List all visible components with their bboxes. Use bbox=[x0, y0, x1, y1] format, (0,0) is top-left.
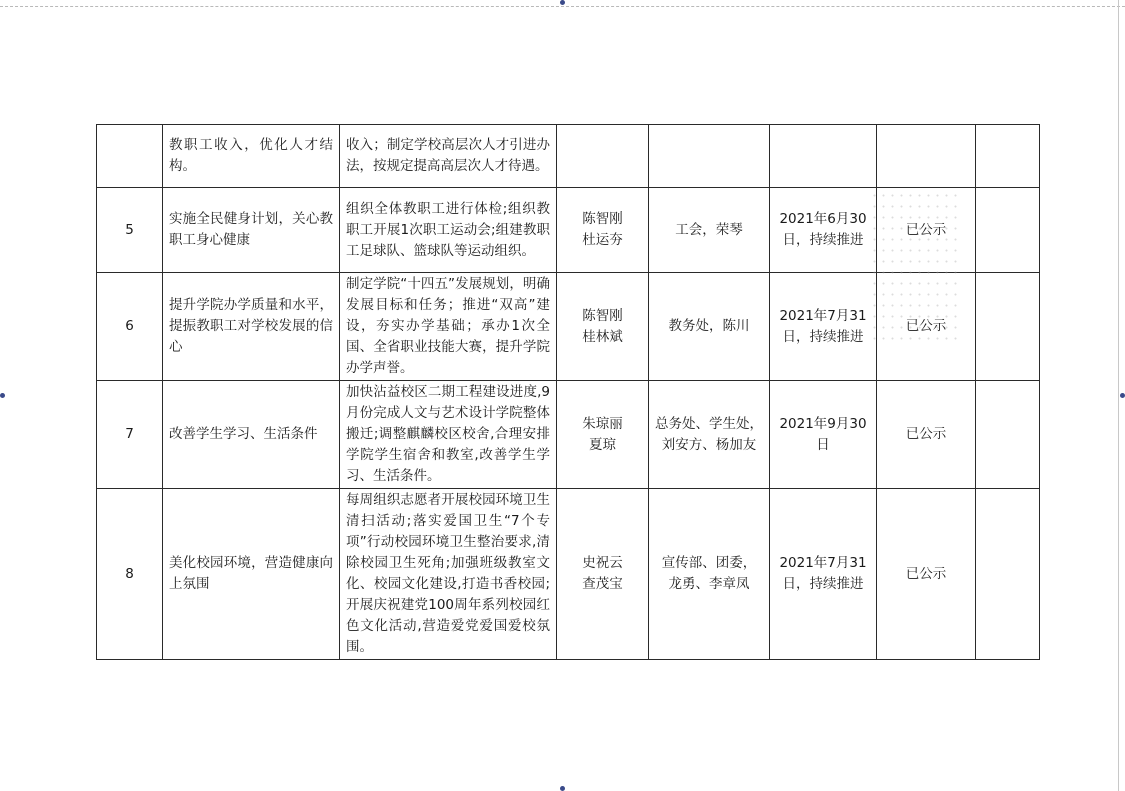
lead-name: 史祝云 bbox=[582, 555, 623, 571]
table-row bbox=[97, 381, 1040, 489]
task-status bbox=[877, 125, 976, 188]
task-note bbox=[976, 125, 1040, 188]
dept-line: 刘安方、杨加友 bbox=[661, 436, 757, 453]
task-note bbox=[976, 188, 1040, 273]
task-note bbox=[976, 273, 1040, 381]
task-plan: 每周组织志愿者开展校园环境卫生清扫活动;落实爱国卫生“7个专项”行动校园环境卫生整治要求,清除校园卫生死角;加强班级教室文化、校园文化建设,打造书香校园;开展庆祝建党100周年系列校园红色文化活动,营造爱党爱国爱校氛围。 bbox=[340, 489, 557, 660]
lead-name: 陈智刚 bbox=[582, 211, 623, 227]
task-dept bbox=[649, 273, 770, 381]
dept-line: 工会，荣琴 bbox=[675, 221, 743, 238]
task-time: 2021年9月30日 bbox=[770, 381, 877, 489]
task-plan: 组织全体教职工进行体检;组织教职工开展1次职工运动会;组建教职工足球队、篮球队等运动组织。 bbox=[340, 188, 557, 273]
table-row bbox=[97, 125, 1040, 188]
task-note bbox=[976, 381, 1040, 489]
task-dept bbox=[649, 125, 770, 188]
lead-name: 杜运夯 bbox=[582, 232, 623, 248]
task-dept bbox=[649, 381, 770, 489]
task-time: 2021年7月31日，持续推进 bbox=[770, 273, 877, 381]
task-lead bbox=[557, 188, 649, 273]
scan-marker-right bbox=[1120, 393, 1125, 398]
dept-line: 教务处，陈川 bbox=[668, 318, 750, 334]
task-plan: 制定学院“十四五”发展规划，明确发展目标和任务；推进“双高”建设，夯实办学基础；承办1次全国、全省职业技能大赛，提升学院办学声誉。 bbox=[340, 273, 557, 381]
task-lead bbox=[557, 381, 649, 489]
row-number bbox=[97, 125, 163, 188]
scan-right-edge bbox=[1118, 0, 1119, 791]
table-row bbox=[97, 489, 1040, 660]
task-time bbox=[770, 125, 877, 188]
faded-stamp-mark bbox=[870, 190, 960, 340]
scan-marker-bottom bbox=[560, 786, 565, 791]
task-content: 改善学生学习、生活条件 bbox=[163, 381, 340, 489]
row-number: 8 bbox=[97, 489, 163, 660]
task-dept bbox=[649, 188, 770, 273]
lead-name: 桂林斌 bbox=[582, 328, 623, 345]
dept-line: 宣传部、团委， bbox=[661, 555, 757, 571]
row-number: 5 bbox=[97, 188, 163, 273]
task-dept bbox=[649, 489, 770, 660]
lead-name: 陈智刚 bbox=[582, 307, 623, 324]
task-note bbox=[976, 489, 1040, 660]
lead-name: 夏琼 bbox=[589, 436, 616, 453]
scan-marker-left bbox=[0, 393, 5, 398]
row-number: 6 bbox=[97, 273, 163, 381]
dept-line: 总务处、学生处， bbox=[655, 415, 763, 432]
task-time: 2021年7月31日，持续推进 bbox=[770, 489, 877, 660]
task-lead bbox=[557, 489, 649, 660]
task-content: 提升学院办学质量和水平，提振教职工对学校发展的信心 bbox=[163, 273, 340, 381]
lead-name: 查茂宝 bbox=[582, 576, 623, 592]
task-content: 美化校园环境，营造健康向上氛围 bbox=[163, 489, 340, 660]
task-plan: 收入；制定学校高层次人才引进办法，按规定提高高层次人才待遇。 bbox=[340, 125, 557, 188]
dept-line: 龙勇、李章凤 bbox=[668, 576, 750, 592]
task-time: 2021年6月30日，持续推进 bbox=[770, 188, 877, 273]
task-content: 教职工收入，优化人才结构。 bbox=[163, 125, 340, 188]
task-content: 实施全民健身计划，关心教职工身心健康 bbox=[163, 188, 340, 273]
task-status: 已公示 bbox=[877, 273, 976, 381]
task-lead bbox=[557, 125, 649, 188]
task-status: 已公示 bbox=[877, 381, 976, 489]
task-status: 已公示 bbox=[877, 489, 976, 660]
lead-name: 朱琼丽 bbox=[582, 415, 623, 432]
row-number: 7 bbox=[97, 381, 163, 489]
scan-marker-top bbox=[560, 0, 565, 5]
task-plan: 加快沾益校区二期工程建设进度,9月份完成人文与艺术设计学院整体搬迁;调整麒麟校区校舍,合理安排学院学生宿舍和教室,改善学生学习、生活条件。 bbox=[340, 381, 557, 489]
task-lead bbox=[557, 273, 649, 381]
task-status: 已公示 bbox=[877, 188, 976, 273]
